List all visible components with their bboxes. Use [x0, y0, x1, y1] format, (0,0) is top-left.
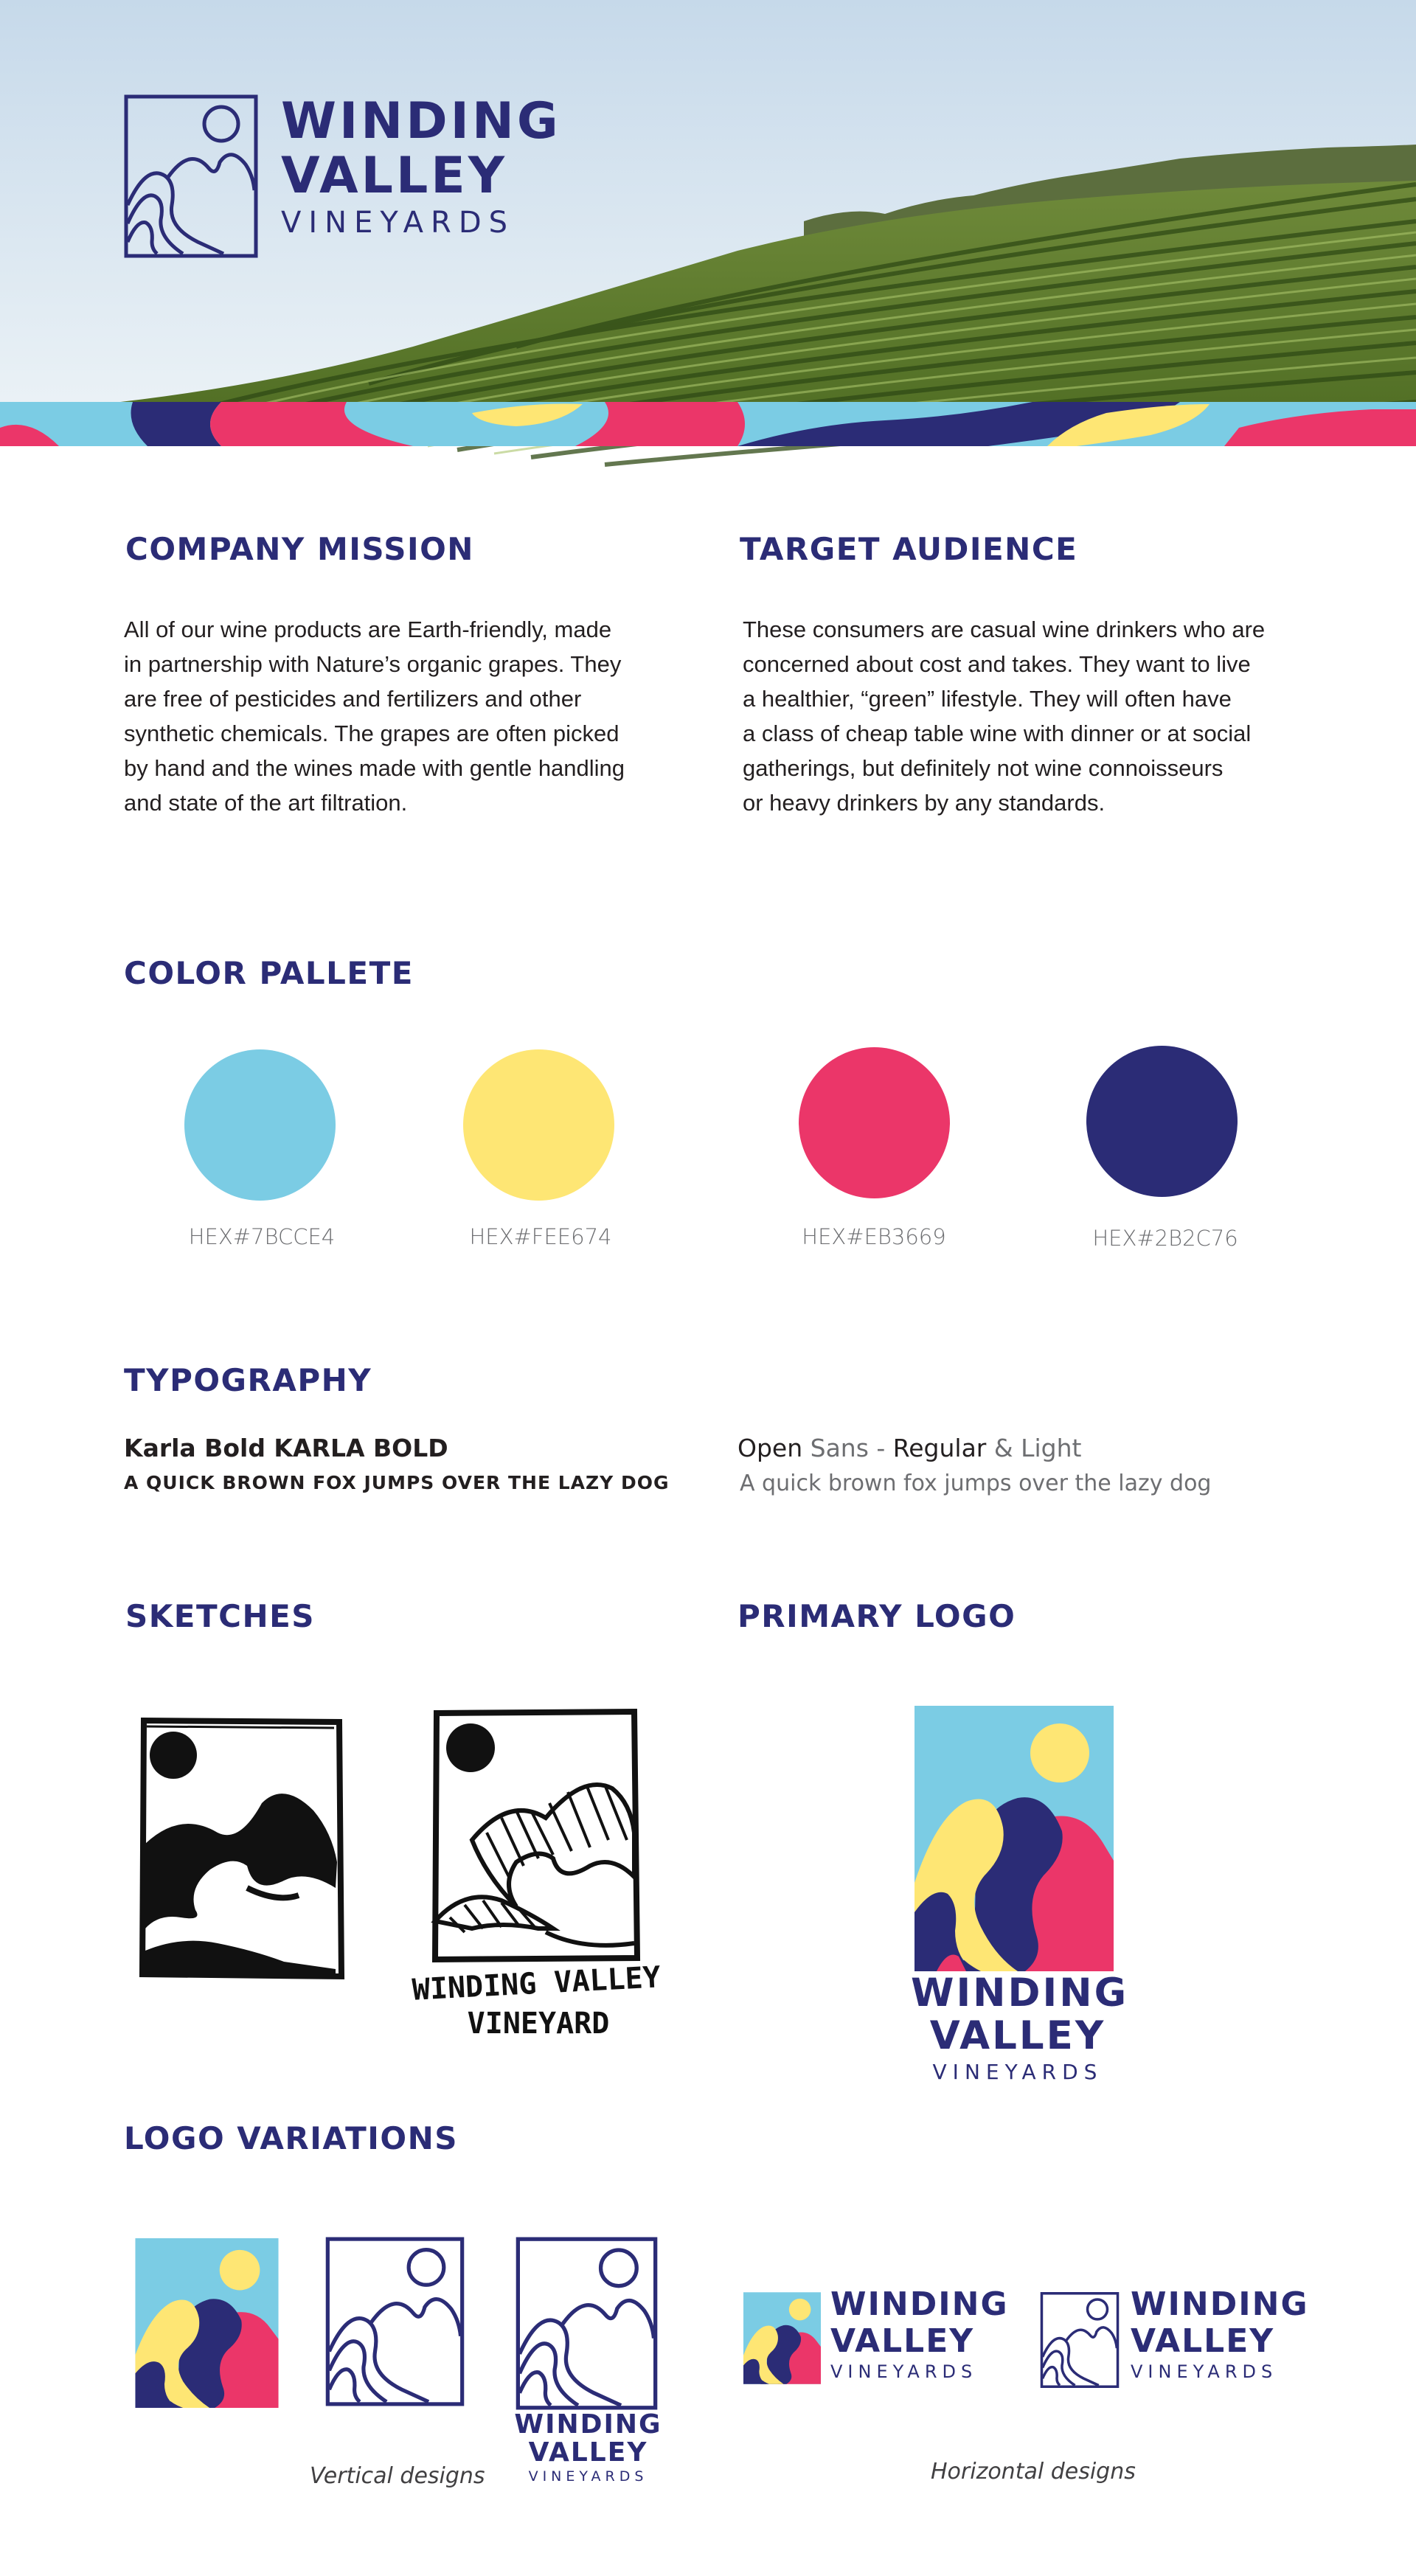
- primary-logo-valley: VALLEY: [929, 2013, 1106, 2058]
- sketches-title: SKETCHES: [125, 1598, 316, 1634]
- variation-valley: VALLEY: [528, 2437, 648, 2468]
- audience-line: a class of cheap table wine with dinner or at social: [743, 721, 1252, 746]
- audience-line: These consumers are casual wine drinkers who are: [743, 617, 1266, 642]
- horizontal-outline-vineyards: VINEYARDS: [1131, 2361, 1278, 2382]
- opensans-open: Open: [738, 1434, 803, 1462]
- variation-color-icon: [135, 2238, 279, 2408]
- audience-text: [743, 612, 1305, 820]
- mission-line: All of our wine products are Earth-friendly, made: [124, 617, 612, 642]
- audience-line: a healthier, “green” lifestyle. They will often have: [743, 686, 1232, 712]
- audience-line: concerned about cost and takes. They want to live: [743, 651, 1251, 677]
- audience-title: TARGET AUDIENCE: [740, 531, 1078, 567]
- horizontal-color-logo: [743, 2286, 1009, 2382]
- opensans-light: & Light: [986, 1434, 1082, 1462]
- primary-logo: [911, 1706, 1129, 2084]
- outline-logo-icon: [124, 94, 258, 258]
- sketch-2-text-1: WINDING VALLEY: [411, 1960, 662, 2007]
- sketch-1-image: [136, 1715, 350, 1987]
- mission-line: are free of pesticides and fertilizers and other: [124, 686, 582, 712]
- mission-text: [124, 612, 673, 820]
- brand-valley: VALLEY: [281, 147, 507, 205]
- variation-outline-text-icon: [515, 2237, 659, 2410]
- horizontal-color-valley: VALLEY: [830, 2322, 975, 2360]
- horizontal-color-vineyards: VINEYARDS: [830, 2361, 978, 2382]
- horizontal-outline-winding: WINDING: [1131, 2285, 1309, 2323]
- mission-line: by hand and the wines made with gentle handling: [124, 755, 625, 781]
- opensans-name: [738, 1434, 1081, 1462]
- opensans-sample: A quick brown fox jumps over the lazy dog: [740, 1471, 1212, 1496]
- audience-line: or heavy drinkers by any standards.: [743, 790, 1106, 816]
- mission-line: in partnership with Nature’s organic grapes. They: [124, 651, 622, 677]
- swatch-circle: [799, 1047, 950, 1198]
- horizontal-outline-valley: VALLEY: [1131, 2322, 1275, 2360]
- karla-name: Karla Bold KARLA BOLD: [124, 1434, 448, 1462]
- brand-winding: WINDING: [281, 92, 561, 150]
- mission-title: COMPANY MISSION: [125, 531, 474, 567]
- horizontal-outline-icon: [1038, 2292, 1121, 2388]
- horizontal-color-winding: WINDING: [830, 2285, 1009, 2323]
- horizontal-caption: Horizontal designs: [931, 2459, 1136, 2485]
- header-logo: [124, 94, 566, 258]
- brand-vineyards: VINEYARDS: [281, 206, 516, 240]
- sketch-2-text-2: VINEYARD: [467, 2007, 610, 2041]
- karla-sample: A QUICK BROWN FOX JUMPS OVER THE LAZY DOG: [124, 1472, 670, 1493]
- horizontal-outline-logo: [1038, 2286, 1311, 2382]
- swatch-circle: [1086, 1046, 1238, 1197]
- mission-line: synthetic chemicals. The grapes are often picked: [124, 721, 620, 746]
- vertical-caption: Vertical designs: [310, 2463, 485, 2489]
- primary-logo-vineyards: VINEYARDS: [932, 2060, 1103, 2084]
- variations-title: LOGO VARIATIONS: [124, 2120, 459, 2156]
- sketch-2-image: [411, 1707, 662, 2046]
- opensans-regular: Regular: [892, 1434, 987, 1462]
- variation-vineyards: VINEYARDS: [528, 2468, 648, 2485]
- swatch-circle: [463, 1049, 614, 1201]
- color-logo-icon: [914, 1706, 1114, 1971]
- primary-logo-winding: WINDING: [911, 1971, 1129, 2016]
- swatch-label: HEX#2B2C76: [1092, 1226, 1238, 1251]
- primary-logo-title: PRIMARY LOGO: [738, 1598, 1016, 1634]
- swatch-label: HEX#FEE674: [469, 1224, 612, 1249]
- swatch-label: HEX#7BCCE4: [188, 1224, 336, 1249]
- variation-winding: WINDING: [514, 2409, 662, 2440]
- swatch-circle: [184, 1049, 336, 1201]
- variation-outline-with-text: [509, 2237, 667, 2488]
- swatch-label: HEX#EB3669: [802, 1224, 946, 1249]
- opensans-sans: Sans -: [802, 1434, 893, 1462]
- variation-outline-icon: [323, 2237, 467, 2406]
- palette-title: COLOR PALLETE: [124, 955, 414, 991]
- horizontal-color-icon: [743, 2292, 821, 2384]
- audience-line: gatherings, but definitely not wine connoisseurs: [743, 755, 1224, 781]
- typography-title: TYPOGRAPHY: [124, 1362, 372, 1398]
- mission-line: and state of the art filtration.: [124, 790, 408, 816]
